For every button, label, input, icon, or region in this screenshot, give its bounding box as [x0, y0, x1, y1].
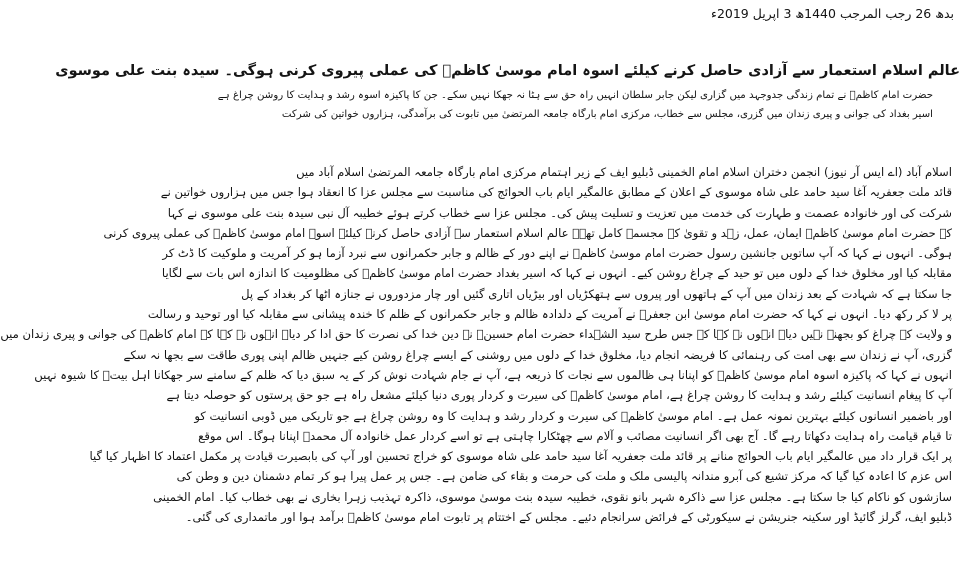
article-line: ڈبلیو ایف، گرلز گائیڈ اور سکینہ جنریشن نے سیکورٹی کے فرائض سرانجام دئیے۔ مجلس کے اختتام پر تابوت امام موسیٰ کاظمؑ برآمد ہوا اور ماتمداری کی گئی۔: [185, 510, 952, 525]
article-line: پر ایک قرار داد میں عالمگیر ایام باب الحوائج منانے پر قائد ملت جعفریہ آغا سید حامد علی شاہ موسوی کو خراج تحسین اور آپ کی بابصیرت قیادت پر مکمل اعتماد کا اظہار کیا گیا: [89, 449, 952, 464]
article-line: مقابلہ کیا اور مخلوق خدا کے دلوں میں تو حید کے چراغ روشن کیے۔ انہوں نے کہا کہ اسیر بغداد حضرت امام موسیٰ کاظمؑ کی مظلومیت کا اندازہ اس بات سے لگایا: [161, 266, 952, 281]
dateline: بدھ 26 رجب المرجب 1440ھ 3 اپریل 2019ء: [711, 6, 954, 21]
article-line: اسلام آباد (اے ایس آر نیوز) انجمن دختران اسلام امام الخمینی ڈبلیو ایف کے زیر اہتمام مرکزی امام بارگاہ جامعہ المرتضیٰ اسلام آباد میں: [296, 165, 952, 179]
article-body: [0, 162, 952, 527]
article-line: کہ حضرت امام موسیٰ کاظمؑ ایمان، عمل، زہد و تقویٰ کے مجسمہ کامل تھے۔ عالم اسلام استعمار سے آزادی حاصل کرنے کیلئے اسوہ امام موسیٰ کاظمؑ کی عملی پیروی کرنی: [103, 225, 952, 240]
article-line: انہوں نے کہا کہ پاکیزہ اسوہ امام موسیٰ کاظمؑ کو اپنانا ہی ظالموں سے نجات کا ذریعہ ہے، آپ نے جام شہادت نوش کر کے یہ سبق دیا کہ ظلم کے سامنے سر جھکانا اہل بیتؑ کا شیوہ نہیں: [34, 367, 952, 382]
headline: عالم اسلام استعمار سے آزادی حاصل کرنے کیلئے اسوہ امام موسیٰ کاظمؑ کی عملی پیروی کرنی ہوگی۔ سیدہ بنت علی موسوی: [55, 63, 960, 79]
subheadline: [217, 86, 933, 124]
article-line: گزری، آپ نے زندان سے بھی امت کی رہنمائی کا فریضہ انجام دیا، مخلوق خدا کے دلوں میں روشنی کے ایسے چراغ روشن کیے جنہیں ظالم اپنی پوری طاقت سے بجھا نہ سکے: [123, 347, 952, 362]
article-line: ہوگی۔ انہوں نے کہا کہ آپ ساتویں جانشین رسول حضرت امام موسیٰ کاظمؑ نے اپنے دور کے ظالم و جابر حکمرانوں سے نبرد آزما ہو کر آمریت و ملوکیت کا ڈٹ کر: [162, 246, 952, 261]
article-line: تا قیام قیامت راہ ہدایت دکھاتا رہے گا۔ آج بھی اگر انسانیت مصائب و آلام سے چھٹکارا چاہتی ہے تو اسے کردار عمل خانوادہ آل محمدؐ اپنانا ہوگا۔ اس موقع: [198, 428, 952, 443]
article-line: سازشوں کو ناکام کیا جا سکتا ہے۔ مجلس عزا سے ذاکرہ شہر بانو نقوی، خطیبہ سیدہ بنت موسیٰ موسوی، ذاکرہ تہذیب زہرا بخاری نے بھی خطاب کیا۔ امام الخمینی: [153, 489, 952, 504]
article-line: جا سکتا ہے کہ شہادت کے بعد زندان میں آپ کے ہاتھوں اور پیروں سے ہتھکڑیاں اور بیڑیاں اتاری گئیں اور چار مزدوروں نے جنازہ اٹھا کر بغداد کے پل: [241, 286, 952, 301]
article-line: آپ کا پیغام انسانیت کیلئے رشد و ہدایت کا روشن چراغ ہے، امام موسیٰ کاظمؑ کی سیرت و کردار پوری دنیا کیلئے مشعل راہ ہے جو حق پرستوں کو حوصلہ دیتا ہے: [166, 388, 952, 403]
article-line: پر لا کر رکھ دیا۔ انہوں نے کہا کہ حضرت امام موسیٰ ابن جعفرؑ نے آمریت کے دلدادہ ظالم و جابر حکمرانوں کے ظلم کا خندہ پیشانی سے مقابلہ کیا اور توحید و رسالت: [147, 307, 952, 322]
subheadline-line: اسیر بغداد کی جوانی و پیری زندان میں گزری، مجلس سے خطاب، مرکزی امام بارگاہ جامعہ المرتضیٰ میں تابوت کی برآمدگی، ہزاروں خواتین کی شرکت: [281, 109, 933, 120]
article-line: شرکت کی اور خانوادہ عصمت و طہارت کی خدمت میں تعزیت و تسلیت پیش کی۔ مجلس عزا سے خطاب کرتے ہوئے خطیبہ آل نبی سیدہ بنت علی موسوی نے کہا: [167, 205, 952, 220]
article-line: اس عزم کا اعادہ کیا گیا کہ مرکز تشیع کی آبرو مندانہ پالیسی ملک و ملت کی حرمت و بقاء کی ضامن ہے۔ جس پر عمل پیرا ہو کر تمام دشمنان دین و وطن کی: [176, 469, 952, 484]
article-line: و ولایت کے چراغ کو بجھنے نہیں دیا۔ انہوں نے کہا کہ جس طرح سید الشہداء حضرت امام حسینؑ نے دین خدا کی نصرت کا حق ادا کر دیا۔ انہوں نے کہا کہ امام کاظمؑ کی جوانی و پیری زندان میں: [0, 327, 952, 342]
subheadline-line: حضرت امام کاظمؑ نے تمام زندگی جدوجہد میں گزاری لیکن جابر سلطان انہیں راہ حق سے ہٹا نہ جھکا نہیں سکے۔ جن کا پاکیزہ اسوہ رشد و ہدایت کا روشن چراغ ہے: [217, 90, 933, 101]
article-line: اور باضمیر انسانوں کیلئے بہترین نمونہ عمل ہے۔ امام موسیٰ کاظمؑ کی سیرت و کردار رشد و ہدایت کا وہ روشن چراغ ہے جو تاریکی میں ڈوبی انسانیت کو: [194, 408, 952, 423]
article-line: قائد ملت جعفریہ آغا سید حامد علی شاہ موسوی کے اعلان کے مطابق عالمگیر ایام باب الحوائج کی مناسبت سے مجلس عزا کا انعقاد ہوا جس میں ہزاروں خواتین نے: [160, 185, 952, 200]
